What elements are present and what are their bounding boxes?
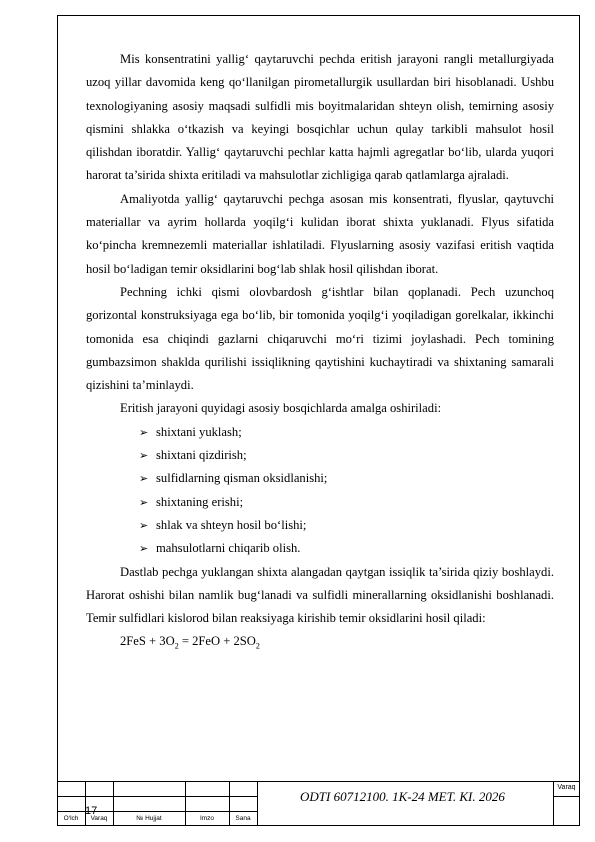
sheet-header-label: Varaq: [557, 784, 576, 791]
col-varaq-label: Varaq: [90, 815, 108, 822]
stages-list: [86, 421, 554, 561]
list-item: ➢ shlak va shteyn hosil bo‘lishi;: [139, 514, 554, 537]
document-code: ODTI 60712100. 1K-24 MET. KI. 2026: [300, 789, 505, 804]
arrow-bullet-icon: ➢: [139, 518, 149, 532]
paragraph-charge: Amaliyotda yallig‘ qaytaruvchi pechga asosan mis konsentrati, flyuslar, qaytuvchi materiallar va ayrim hollarda yoqilg‘i kulidan iborat shixta yuklanadi. Flyus sifatida ko‘pincha kremnezemli materiallar ishlatiladi. Flyuslarning asosiy vazifasi eritish vaqtida hosil bo‘ladigan temir oksidlarini bog‘lab shlak hosil qilishdan iborat.: [86, 191, 554, 276]
col-date-label: Sana: [235, 815, 251, 822]
paragraph-intro: Mis konsentratini yallig‘ qaytaruvchi pechda eritish jarayoni rangli metallurgiyada uzoq yillar davomida keng qo‘llanilgan pirometallurgik usullardan biri hisoblanadi. Ushbu texnologiyaning asosiy maqsadi sulfidli mis boyitmalaridan shteyn olish, temirning asosiy qismini shlakka o‘tkazish va keyingi bosqichlar uchun qulay tarkibli mahsulot hosil qilishdan iboratdir. Yallig‘ qaytaruvchi pechlar katta hajmli agregatlar bo‘lib, ularda yuqori harorat ta’sirida shixta eritiladi va mahsulotlar zichligiga qarab qatlamlarga ajraladi.: [86, 52, 554, 183]
list-item: ➢ shixtani qizdirish;: [139, 444, 554, 467]
col-signature-label: Imzo: [199, 815, 215, 822]
arrow-bullet-icon: ➢: [139, 425, 149, 439]
list-item: ➢ sulfidlarning qisman oksidlanishi;: [139, 467, 554, 490]
paragraph-oxidation: Dastlab pechga yuklangan shixta alangadan qaytgan issiqlik ta’sirida qiziy boshlaydi. Harorat oshishi bilan namlik bug‘lanadi va sulfidli minerallarning oksidlanishi boshlanadi. Temir sulfidlari kislorod bilan reaksiyaga kirishib temir oksidlarini hosil qiladi:: [86, 564, 554, 626]
list-item: ➢ shixtaning erishi;: [139, 491, 554, 514]
paragraph-stages-intro: Eritish jarayoni quyidagi asosiy bosqichlarda amalga oshiriladi:: [120, 401, 442, 416]
arrow-bullet-icon: ➢: [139, 495, 149, 509]
list-item: ➢ mahsulotlarni chiqarib olish.: [139, 537, 554, 560]
document-body: [86, 48, 554, 658]
col-document-label: № Hujjat: [136, 815, 162, 822]
page-number: 17: [85, 805, 98, 817]
paragraph-furnace: Pechning ichki qismi olovbardosh g‘ishtlar bilan qoplanadi. Pech uzunchoq gorizontal konstruksiyaga ega bo‘lib, bir tomonida yoqilg‘i yoqiladigan gorelkalar, ikkinchi tomonida esa chiqindi gazlarni chiqaruvchi mo‘ri tizimi joylashadi. Pech tomining gumbazsimon shaklda qurilishi issiqlikning qaytishini kuchaytiradi va shixtaning samarali qizishini ta’minlaydi.: [86, 284, 554, 393]
arrow-bullet-icon: ➢: [139, 472, 149, 486]
title-block: [57, 781, 580, 826]
list-item: ➢ shixtani yuklash;: [139, 421, 554, 444]
col-olch-label: O‘lch: [63, 815, 79, 822]
arrow-bullet-icon: ➢: [139, 449, 149, 463]
reaction-equation: $2FeS + 3O_2 = 2FeO + 2SO_2$: [120, 634, 260, 651]
arrow-bullet-icon: ➢: [139, 542, 149, 556]
